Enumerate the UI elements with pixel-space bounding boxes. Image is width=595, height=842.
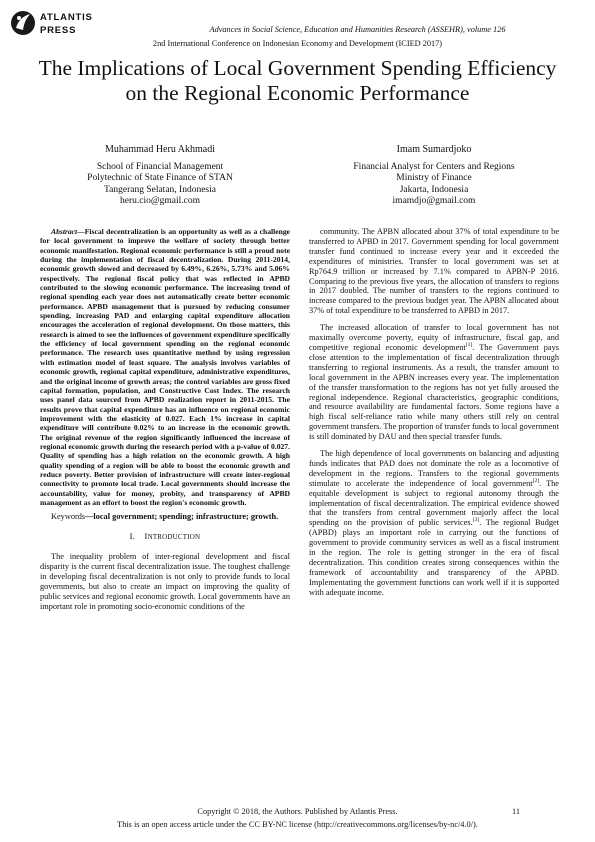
logo-text-atlantis: ATLANTIS	[40, 12, 93, 23]
citation-1: [1]	[465, 342, 473, 349]
section-number: I.	[129, 531, 136, 542]
author-affiliation-institution: Ministry of Finance	[396, 173, 472, 184]
section-title-rest: NTRODUCTION	[147, 533, 201, 542]
body-paragraph-3	[309, 449, 559, 598]
page-number: 11	[512, 807, 520, 816]
paragraph-text: The high dependence of local governments on balancing and adjusting funds indicates that PAD does not dominate the role as a locomotive of development in the regions. Transfers to the regional governments stimulate to accelerate the independence of local government	[309, 449, 559, 488]
atlantis-press-logo-icon	[10, 8, 36, 38]
citation-2: [2]	[532, 477, 540, 484]
abstract	[40, 227, 290, 507]
author-affiliation-location: Tangerang Selatan, Indonesia	[104, 184, 216, 195]
citation-3: [3]	[472, 517, 480, 524]
publisher-logo	[10, 8, 106, 40]
footer-copyright: Copyright © 2018, the Authors. Published by Atlantis Press.	[197, 807, 398, 816]
keywords-label: Keywords	[51, 512, 86, 522]
paragraph-text: . The equitable development is subject to regional autonomy through the implementation of fiscal decentralization. The empirical evidence showed that the transfers from central government majorly affect the local spending on the provision of public services.	[309, 478, 559, 528]
abstract-text: —Fiscal decentralization is an opportunity as well as a challenge for local government to improve the welfare of society through better economic manifestation. Regional economic performance is still a proud note during the implementation of fiscal decentralization. During 2011-2014, economic growth slowed and decreased by 6.49%, 6.26%, 5.73% and 5.06% respectively. The regional fiscal policy that was reflected in APBD contributed to the slowing economic performance. The increasing trend of regional spending each year does not automatically create better economic performance. APBD management that is pursued by reducing consumer spending, increasing PAD and enlarging capital expenditure allocation encourages the acceleration of regional development. On those matters, this research is aimed to see the influences of government expenditure specifically the efficiency of local government spending on the regional economic performance. The research uses quantitative method by using regression with estimation model of least square. The analysis involves variables of economic growth, regional capital expenditure, administrative expenditures, and the original income of growth areas; the control variables are gross fixed capital formation, population, and Constructive Cost Index. The research uses panel data sourced from APBD realization report in 2011-2015. The results prove that capital expenditure has an influence on regional economic improvement with the elasticity of 0.027. Each 1% increase in capital expenditure will contribute 0.02% to an increase in the economic growth. The original revenue of the region significantly influenced the increase of regional economic growth during the research period with a p-value of 0.027. Quality of spending has a high relation on the economic growth. A high quality spending of a region will be able to boost the economic growth and reduce poverty. Better provision of infrastructure will create inter-regional connectivity to promote local trade. Local governments should increase the accountability, value for money, probity, and transparency of APBD management as an effort to boost the region's economic growth.	[40, 227, 290, 507]
section-heading-introduction	[40, 532, 290, 543]
body-paragraph-2	[309, 323, 559, 442]
author-block-1	[30, 144, 290, 208]
logo-text-press: PRESS	[40, 25, 77, 36]
section-title-initial: I	[144, 531, 148, 542]
abstract-label: Abstract	[51, 227, 78, 236]
author-block-2	[304, 144, 564, 208]
paragraph-text: . The Government pays close attention to the implementation of fiscal decentralization through transferring to regional instruments. As a result, the transfer amount to local government in the APBN increases every year. The implementation of the transfer transformation to the regions has not yet fully aroused the regional independence. Regional characteristics, geographic conditions, and resource availability are fundamental factors. Some regions have a high fiscal self-reliance ratio while many others still rely on central government transfers. The proportion of transfer funds to local government is still dominated by DAU and then special transfer funds.	[309, 342, 559, 442]
body-paragraph-1: community. The APBN allocated about 37% of total expenditure to be transferred to APBD in 2017. Government spending for local government transfer fund continued to increase every year and it exceeded the expenditures of ministries. Transfer to local government was set at Rp764.9 trillion or increased by 7.1% compared to APBN-P 2016. Comparing to the previous five years, the allocation of transfers to regions in 2017 doubled. The number of transfers to the regions continued to increase compared to the previous budget year. The APBN allocated about 37% of total expenditure to be transferred to APBD in 2017.	[309, 227, 559, 316]
running-header: Advances in Social Science, Education and Humanities Research (ASSEHR), volume 126	[209, 25, 506, 34]
author-name: Muhammad Heru Akhmadi	[105, 144, 215, 155]
right-column	[309, 227, 559, 605]
author-email: heru.cio@gmail.com	[120, 196, 200, 207]
paragraph-text: . The regional Budget (APBD) plays an important role in carrying out the functions of government to provide community services as well as a fiscal instrument in the region. The role is getting stronger in the era of fiscal decentralization. This condition creates strong consequences within the framework of accountability and transparency of the APBD. Implementating the government functions can work well if it is supported with adequate income.	[309, 518, 559, 597]
conference-header: 2nd International Conference on Indonesian Economy and Development (ICIED 2017)	[152, 39, 443, 48]
paper-title: The Implications of Local Government Spending Efficiency on the Regional Economic Performance	[38, 56, 557, 105]
author-email: imamdjo@gmail.com	[392, 196, 476, 207]
keywords-text: —local government; spending; infrastructure; growth.	[85, 512, 279, 522]
keywords	[40, 512, 290, 522]
author-name: Imam Sumardjoko	[396, 144, 472, 155]
author-affiliation-institution: Polytechnic of State Finance of STAN	[87, 173, 233, 184]
paragraph-text: The increased allocation of transfer to local government has not maximally overcome poverty, equity of infrastructure, fiscal gap, and competitive regional economic development	[309, 323, 559, 352]
intro-paragraph: The inequality problem of inter-regional development and fiscal disparity is the current fiscal decentralization issue. The toughest challenge in developing fiscal decentralization is not only to provide funds to local governments, but also to create an impact on improving the quality of public services and regional economic growth. Local governments have an important role in promoting socio-economic conditions of the	[40, 552, 290, 611]
author-affiliation-department: School of Financial Management	[96, 161, 224, 172]
footer-license: This is an open access article under the CC BY-NC license (http://creativecommons.org/licenses/by-nc/4.0/).	[117, 820, 478, 829]
author-affiliation-department: Financial Analyst for Centers and Regions	[353, 161, 515, 172]
left-column	[40, 227, 290, 619]
author-affiliation-location: Jakarta, Indonesia	[399, 184, 469, 195]
